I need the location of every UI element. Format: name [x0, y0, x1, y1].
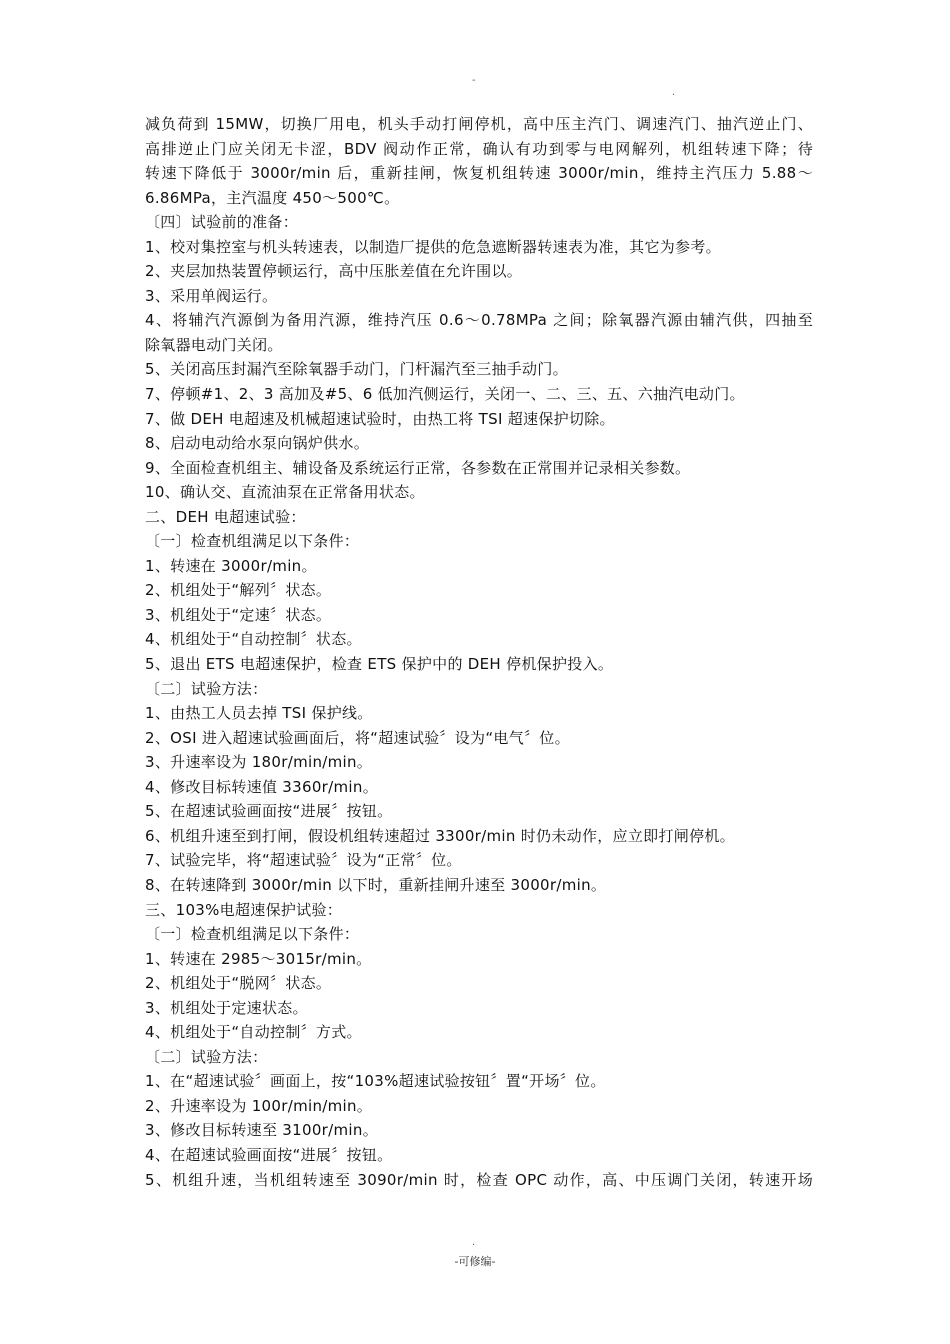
- text-line: 3、机组处于定速状态。: [145, 998, 308, 1017]
- text-line: 1、校对集控室与机头转速表，以制造厂提供的危急遮断器转速表为准，其它为参考。: [145, 237, 721, 256]
- text-line: 3、升速率设为 180r/min/min。: [145, 753, 373, 772]
- text-line: 1、转速在 2985～3015r/min。: [145, 949, 372, 968]
- text-line: 5、在超速试验画面按“进展〞按钮。: [145, 802, 393, 821]
- text-line: 8、在转速降到 3000r/min 以下时，重新挂闸升速至 3000r/min。: [145, 875, 607, 894]
- text-line: 4、修改目标转速值 3360r/min。: [145, 777, 378, 796]
- section-heading: 〔一〕检查机组满足以下条件：: [145, 925, 360, 944]
- text-line: 7、停顿#1、2、3 高加及#5、6 低加汽侧运行，关闭一、二、三、五、六抽汽电动门。: [145, 385, 745, 404]
- text-line: 转速下降低于 3000r/min 后，重新挂闸，恢复机组转速 3000r/min，维持主汽压力 5.88～: [145, 164, 813, 183]
- footer-dot-mark: .: [472, 1237, 476, 1248]
- page-footer: -可修编-: [454, 1255, 496, 1268]
- text-line: 2、机组处于“解列〞状态。: [145, 581, 332, 600]
- section-heading: 三、103%电超速保护试验：: [145, 900, 343, 919]
- header-dash-mark: -: [472, 75, 476, 86]
- text-line: 2、升速率设为 100r/min/min。: [145, 1096, 373, 1115]
- text-line: 5、退出 ETS 电超速保护，检查 ETS 保护中的 DEH 停机保护投入。: [145, 655, 614, 674]
- text-line: 3、机组处于“定速〞状态。: [145, 605, 332, 624]
- section-heading: 〔二〕试验方法：: [145, 1047, 268, 1066]
- text-line: 3、修改目标转速至 3100r/min。: [145, 1121, 378, 1140]
- text-line: 4、将辅汽汽源倒为备用汽源，维持汽压 0.6～0.78MPa 之间；除氧器汽源由辅汽供，四抽至: [145, 311, 813, 330]
- text-line: 4、机组处于“自动控制〞方式。: [145, 1023, 362, 1042]
- section-heading: 〔一〕检查机组满足以下条件：: [145, 532, 360, 551]
- text-line: 5、机组升速，当机组转速至 3090r/min 时，检查 OPC 动作，高、中压调门关闭，转速开场: [145, 1170, 813, 1189]
- text-line: 6.86MPa，主汽温度 450～500℃。: [145, 188, 400, 207]
- text-line: 1、由热工人员去掉 TSI 保护线。: [145, 704, 373, 723]
- text-line: 1、转速在 3000r/min。: [145, 556, 317, 575]
- text-line: 8、启动电动给水泵向锅炉供水。: [145, 434, 370, 453]
- text-line: 3、采用单阀运行。: [145, 286, 278, 305]
- text-line: 4、机组处于“自动控制〞状态。: [145, 630, 362, 649]
- text-line: 减负荷到 15MW，切换厂用电，机头手动打闸停机，高中压主汽门、调速汽门、抽汽逆止门、: [145, 115, 813, 133]
- text-line: 除氧器电动门关闭。: [145, 335, 283, 354]
- text-line: 7、试验完毕，将“超速试验〞设为“正常〞位。: [145, 851, 462, 870]
- section-heading: 〔二〕试验方法：: [145, 679, 268, 698]
- section-heading: 〔四〕试验前的准备：: [145, 213, 299, 232]
- text-line: 1、在“超速试验〞画面上，按“103%超速试验按钮〞置“开场〞位。: [145, 1072, 606, 1091]
- text-line: 高排逆止门应关闭无卡涩，BDV 阀动作正常，确认有功到零与电网解列，机组转速下降；待: [145, 139, 813, 158]
- text-line: 2、夹层加热装置停顿运行，高中压胀差值在允许围以。: [145, 262, 523, 281]
- text-line: 9、全面检查机组主、辅设备及系统运行正常，各参数在正常围并记录相关参数。: [145, 458, 691, 477]
- text-line: 2、OSI 进入超速试验画面后，将“超速试验〞设为“电气〞位。: [145, 728, 570, 747]
- text-line: 4、在超速试验画面按“进展〞按钮。: [145, 1145, 393, 1164]
- text-line: 2、机组处于“脱网〞状态。: [145, 974, 332, 993]
- text-line: 10、确认交、直流油泵在正常备用状态。: [145, 483, 425, 502]
- text-line: 7、做 DEH 电超速及机械超速试验时，由热工将 TSI 超速保护切除。: [145, 409, 615, 428]
- section-heading: 二、DEH 电超速试验：: [145, 507, 306, 526]
- header-dot-mark: .: [672, 87, 676, 98]
- document-body: [145, 112, 813, 1192]
- text-line: 6、机组升速至到打闸，假设机组转速超过 3300r/min 时仍未动作，应立即打闸停机。: [145, 826, 735, 845]
- text-line: 5、关闭高压封漏汽至除氧器手动门，门杆漏汽至三抽手动门。: [145, 360, 568, 379]
